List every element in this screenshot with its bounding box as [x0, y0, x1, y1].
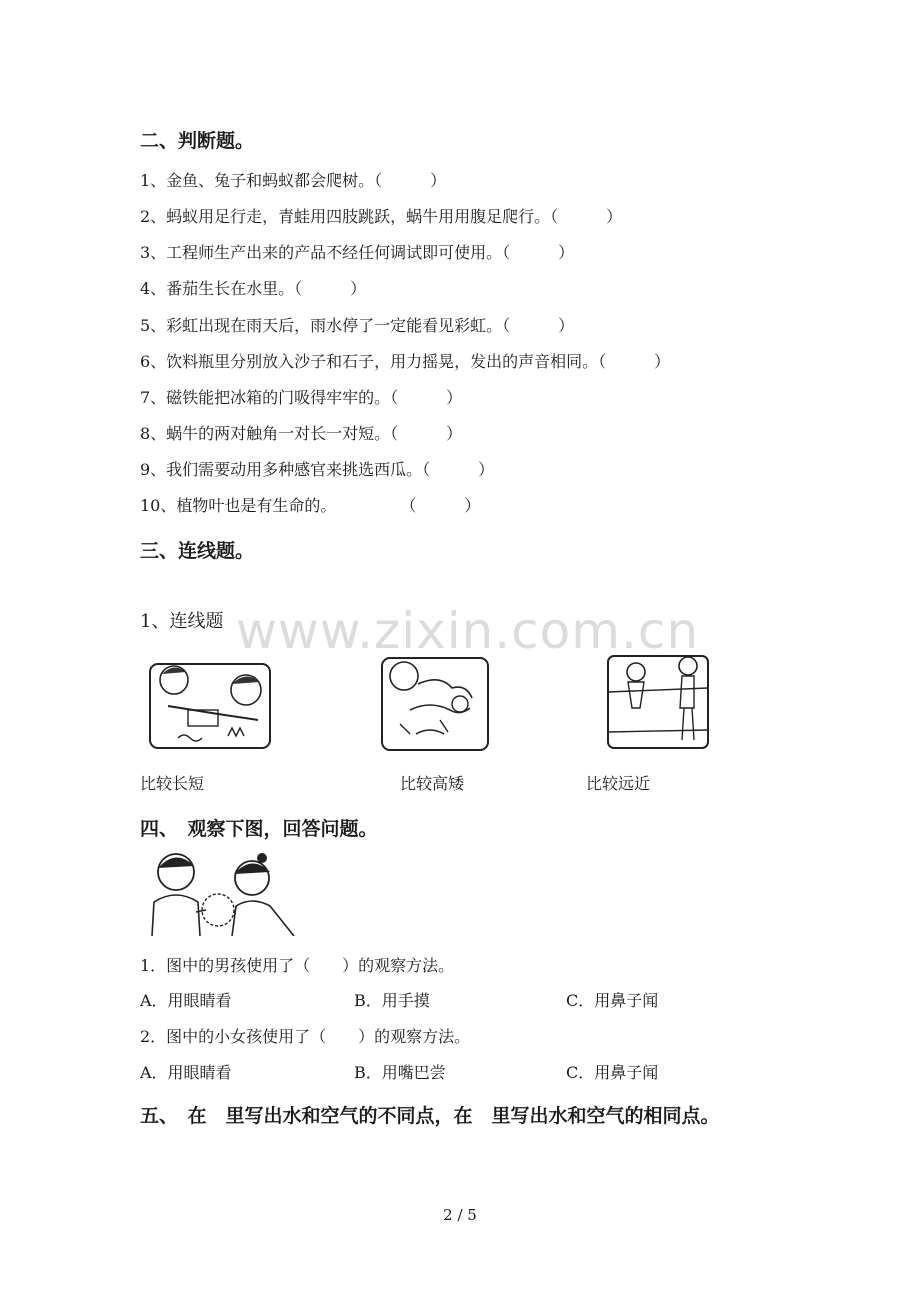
boy-girl-observing-illustration — [144, 850, 300, 936]
q2-option-b: B．用嘴巴尝 — [354, 1063, 446, 1082]
section-4-title: 四、 观察下图，回答问题。 — [140, 818, 378, 840]
compare-length-illustration — [148, 660, 272, 750]
judge-item-2: 2、蚂蚁用足行走，青蛙用四肢跳跃，蜗牛用用腹足爬行。（ ） — [140, 207, 623, 226]
section-5-title: 五、 在 里写出水和空气的不同点，在 里写出水和空气的相同点。 — [140, 1105, 720, 1127]
section-3-title: 三、连线题。 — [140, 540, 255, 562]
compare-distance-illustration — [606, 652, 710, 750]
caption-compare-height: 比较高矮 — [400, 774, 465, 793]
caption-compare-distance: 比较远近 — [586, 774, 651, 793]
judge-item-9: 9、我们需要动用多种感官来挑选西瓜。（ ） — [140, 460, 495, 479]
judge-item-7: 7、磁铁能把冰箱的门吸得牢牢的。（ ） — [140, 388, 463, 407]
question-1: 1．图中的男孩使用了（ ）的观察方法。 — [140, 956, 455, 975]
q2-option-a: A．用眼睛看 — [140, 1063, 232, 1082]
q1-option-b: B．用手摸 — [354, 991, 430, 1010]
q1-option-a: A．用眼睛看 — [140, 991, 232, 1010]
judge-item-1: 1、金鱼、兔子和蚂蚁都会爬树。（ ） — [140, 171, 447, 190]
judge-item-3: 3、工程师生产出来的产品不经任何调试即可使用。（ ） — [140, 243, 575, 262]
q1-option-c: C．用鼻子闻 — [566, 991, 659, 1010]
judge-item-4: 4、番茄生长在水里。（ ） — [140, 279, 367, 298]
judge-item-8: 8、蜗牛的两对触角一对长一对短。（ ） — [140, 424, 463, 443]
watermark: www.zixin.com.cn — [236, 602, 700, 660]
judge-item-6: 6、饮料瓶里分别放入沙子和石子，用力摇晃，发出的声音相同。（ ） — [140, 352, 671, 371]
compare-height-illustration — [380, 654, 490, 752]
page-number: 2 / 5 — [443, 1206, 477, 1224]
judge-item-10: 10、植物叶也是有生命的。 （ ） — [140, 496, 481, 515]
q2-option-c: C．用鼻子闻 — [566, 1063, 659, 1082]
judge-item-5: 5、彩虹出现在雨天后，雨水停了一定能看见彩虹。（ ） — [140, 316, 575, 335]
matching-subtitle: 1、连线题 — [140, 611, 224, 632]
question-2: 2．图中的小女孩使用了（ ）的观察方法。 — [140, 1027, 471, 1046]
section-2-title: 二、判断题。 — [140, 130, 255, 152]
caption-compare-length: 比较长短 — [140, 774, 205, 793]
